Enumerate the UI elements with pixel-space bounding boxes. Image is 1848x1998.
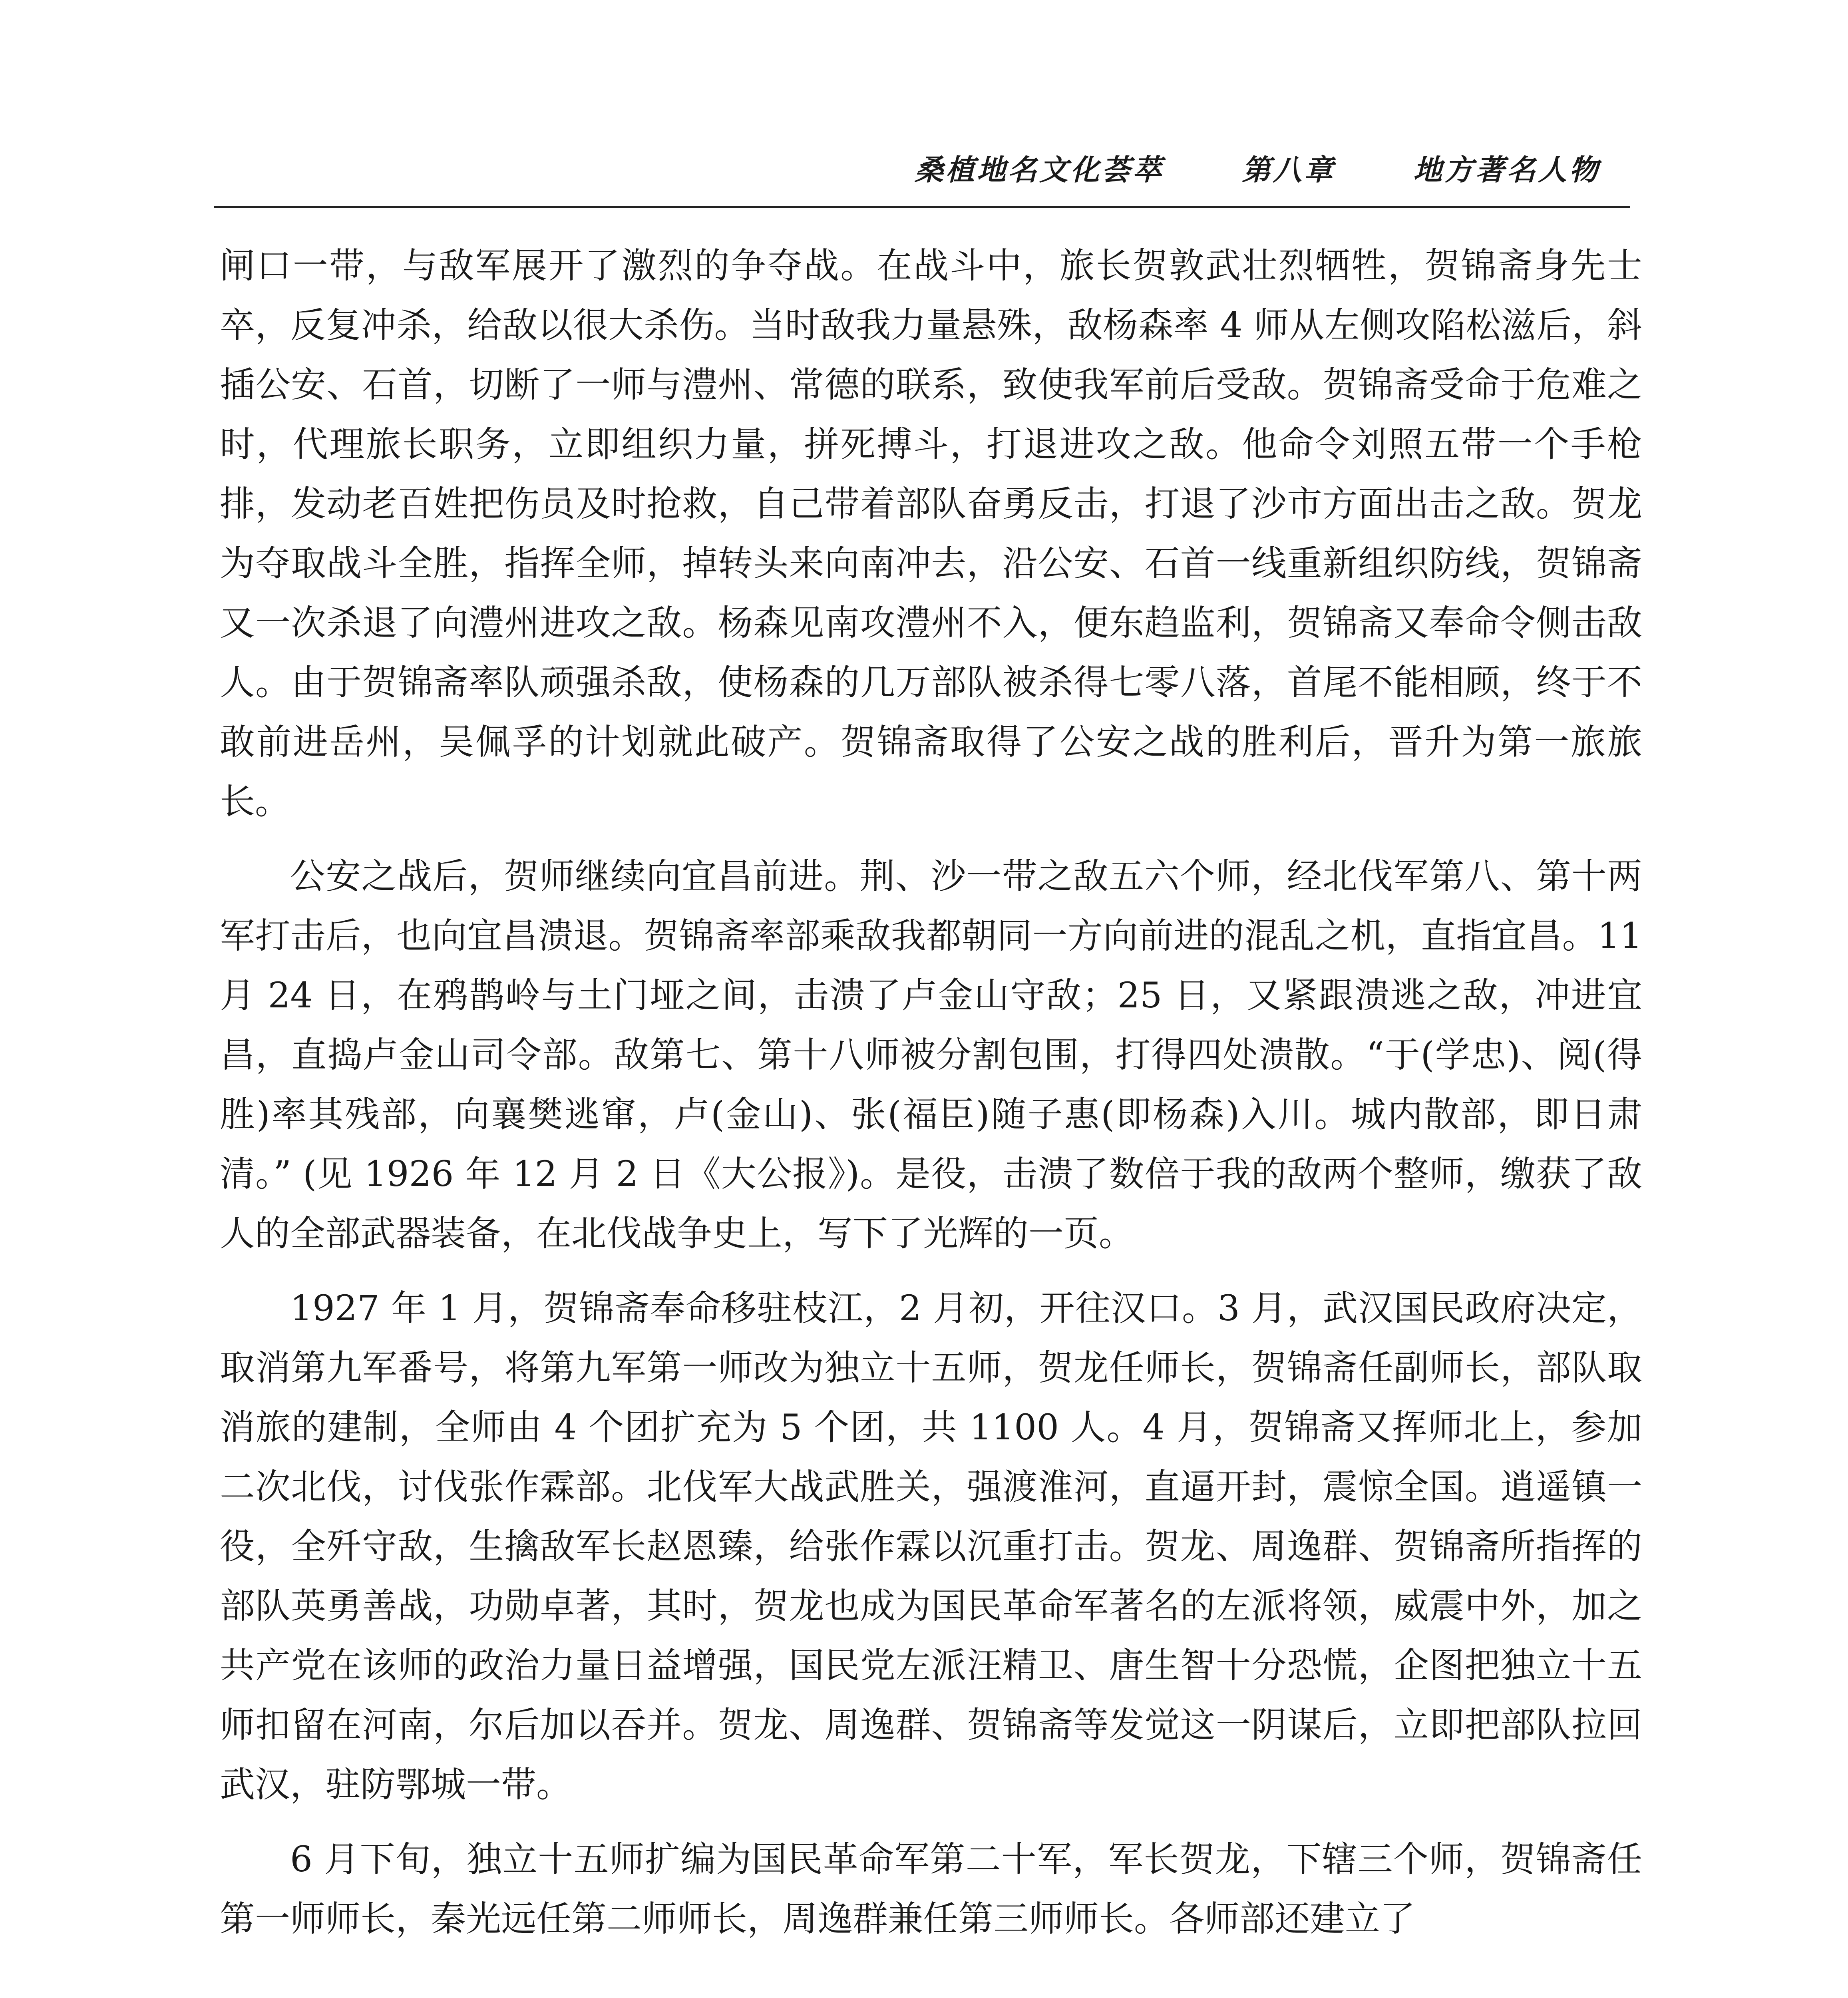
- header-section: 地方著名人物: [1413, 153, 1600, 187]
- header-book-title: 桑植地名文化荟萃: [914, 153, 1164, 187]
- running-header: [214, 148, 1630, 208]
- body-text: [220, 236, 1642, 1948]
- paragraph-2: 公安之战后，贺师继续向宜昌前进。荆、沙一带之敌五六个师，经北伐军第八、第十两军打击后，也向宜昌溃退。贺锦斋率部乘敌我都朝同一方向前进的混乱之机，直指宜昌。11 月 24 日，在鸦鹊岭与土门垭之间，击溃了卢金山守敌；25 日，又紧跟溃逃之敌，冲进宜昌，直捣卢金山司令部。敌第七、第十八师被分割包围，打得四处溃散。“于(学忠)、阅(得胜)率其残部，向襄樊逃窜，卢(金山)、张(福臣)随子惠(即杨森)入川。城内散部，即日肃清。” (见 1926 年 12 月 2 日《大公报》)。是役，击溃了数倍于我的敌两个整师，缴获了敌人的全部武器装备，在北伐战争史上，写下了光辉的一页。: [220, 856, 1642, 1254]
- paragraph-1: 闸口一带，与敌军展开了激烈的争夺战。在战斗中，旅长贺敦武壮烈牺牲，贺锦斋身先士卒，反复冲杀，给敌以很大杀伤。当时敌我力量悬殊，敌杨森率 4 师从左侧攻陷松滋后，斜插公安、石首，切断了一师与澧州、常德的联系，致使我军前后受敌。贺锦斋受命于危难之时，代理旅长职务，立即组织力量，拼死搏斗，打退进攻之敌。他命令刘照五带一个手枪排，发动老百姓把伤员及时抢救，自己带着部队奋勇反击，打退了沙市方面出击之敌。贺龙为夺取战斗全胜，指挥全师，掉转头来向南冲去，沿公安、石首一线重新组织防线，贺锦斋又一次杀退了向澧州进攻之敌。杨森见南攻澧州不入，便东趋监利，贺锦斋又奉命令侧击敌人。由于贺锦斋率队顽强杀敌，使杨森的几万部队被杀得七零八落，首尾不能相顾，终于不敢前进岳州，吴佩孚的计划就此破产。贺锦斋取得了公安之战的胜利后，晋升为第一旅旅长。: [220, 245, 1642, 822]
- header-chapter: 第八章: [1241, 153, 1335, 187]
- header-items: [915, 148, 1600, 192]
- paragraph-3: 1927 年 1 月，贺锦斋奉命移驻枝江，2 月初，开往汉口。3 月，武汉国民政府决定，取消第九军番号，将第九军第一师改为独立十五师，贺龙任师长，贺锦斋任副师长，部队取消旅的建制，全师由 4 个团扩充为 5 个团，共 1100 人。4 月，贺锦斋又挥师北上，参加二次北伐，讨伐张作霖部。北伐军大战武胜关，强渡淮河，直逼开封，震惊全国。逍遥镇一役，全歼守敌，生擒敌军长赵恩臻，给张作霖以沉重打击。贺龙、周逸群、贺锦斋所指挥的部队英勇善战，功勋卓著，其时，贺龙也成为国民革命军著名的左派将领，威震中外，加之共产党在该师的政治力量日益增强，国民党左派汪精卫、唐生智十分恐慌，企图把独立十五师扣留在河南，尔后加以吞并。贺龙、周逸群、贺锦斋等发觉这一阴谋后，立即把部队拉回武汉，驻防鄂城一带。: [220, 1288, 1642, 1805]
- paragraph-4: 6 月下旬，独立十五师扩编为国民革命军第二十军，军长贺龙，下辖三个师，贺锦斋任第一师师长，秦光远任第二师师长，周逸群兼任第三师师长。各师部还建立了: [220, 1839, 1642, 1939]
- header-rule: [214, 206, 1630, 208]
